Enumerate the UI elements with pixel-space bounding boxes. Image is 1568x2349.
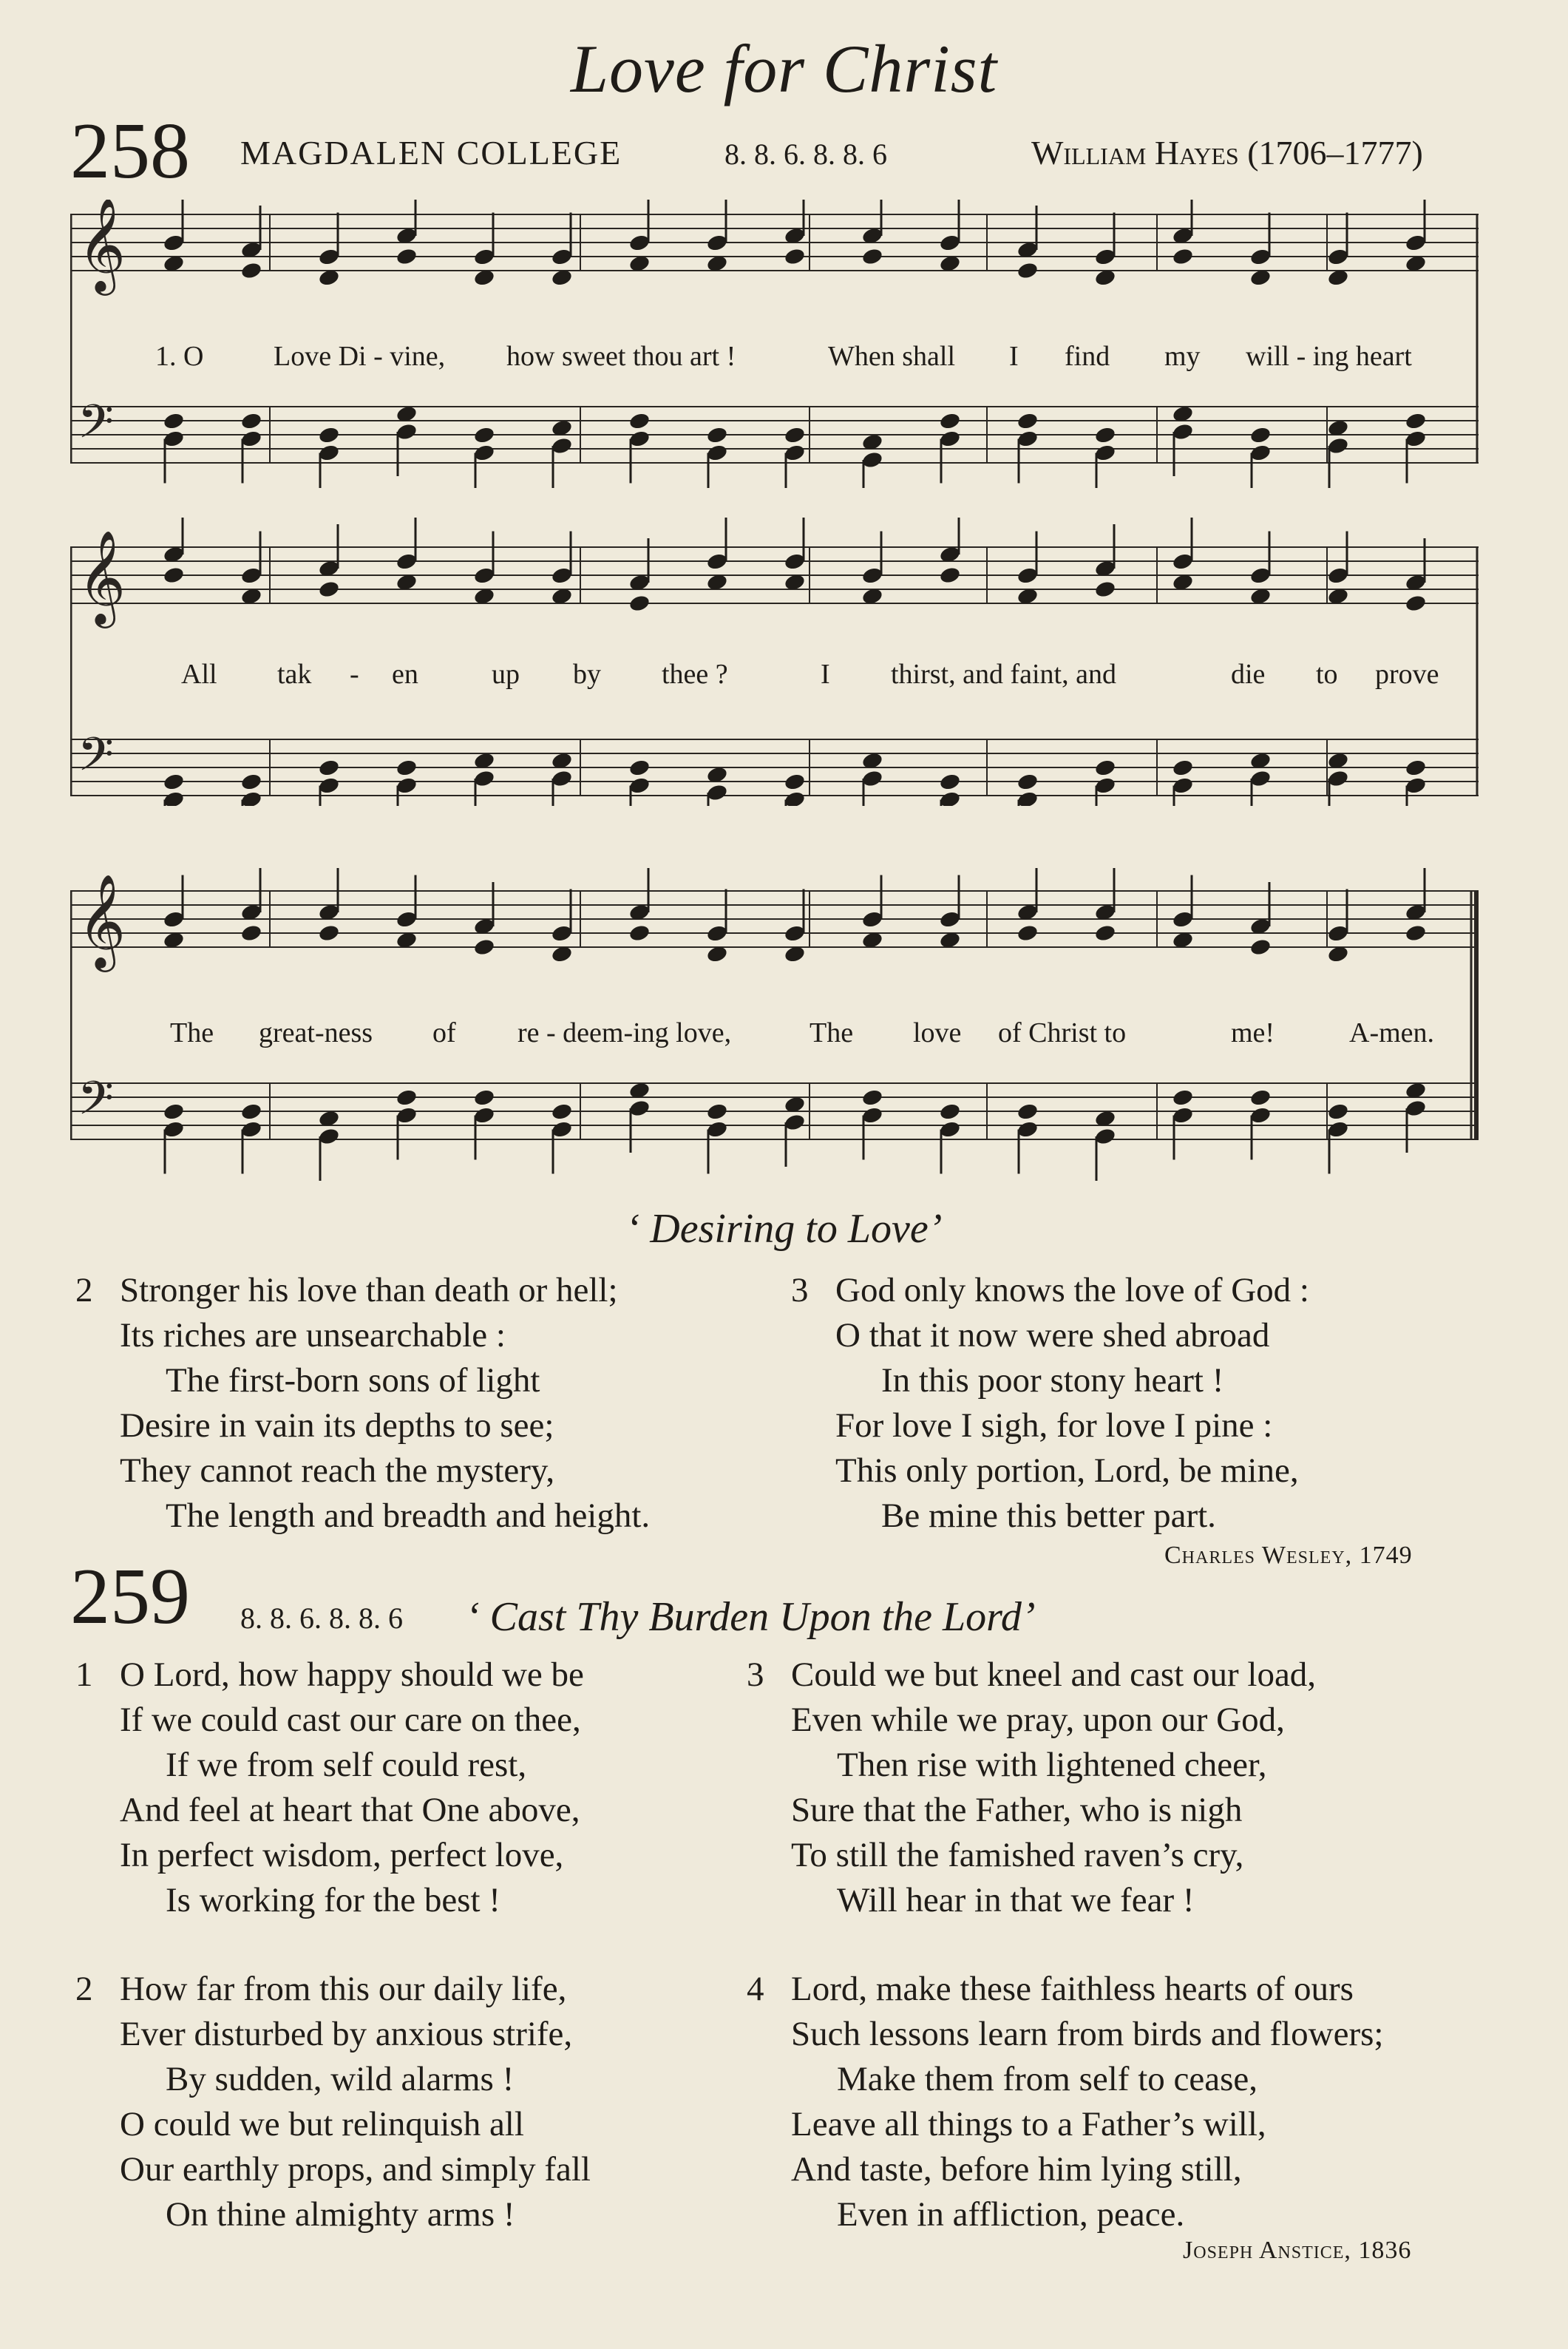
verse-line: In perfect wisdom, perfect love,	[120, 1836, 564, 1874]
music-system-2	[70, 518, 1479, 806]
verse-number: 2	[75, 1970, 93, 2008]
verse-line: Sure that the Father, who is nigh	[791, 1791, 1243, 1829]
lyric-syllable: love	[913, 1017, 962, 1048]
verse-259-4	[747, 1967, 1384, 2237]
lyric-syllable: The	[810, 1017, 854, 1048]
lyric-syllable: re - deem-ing love,	[517, 1017, 732, 1048]
verse-line: Then rise with lightened cheer,	[837, 1746, 1267, 1784]
bass-clef-icon: 𝄢	[78, 394, 114, 460]
hymn-258-header	[70, 107, 1504, 195]
treble-clef-icon: 𝄞	[78, 200, 126, 291]
treble-clef-icon: 𝄞	[78, 529, 126, 624]
verse-line: If we from self could rest,	[166, 1746, 527, 1784]
tune-name: MAGDALEN COLLEGE	[240, 134, 622, 172]
bass-clef-icon: 𝄢	[78, 1071, 114, 1136]
verse-line: Lord, make these faithless hearts of ours	[791, 1970, 1354, 2008]
lyric-syllable: by	[573, 659, 601, 690]
verse-line: Ever disturbed by anxious strife,	[120, 2015, 573, 2053]
verse-line: Even in affliction, peace.	[837, 2195, 1185, 2234]
verse-line: On thine almighty arms !	[166, 2195, 515, 2234]
lyric-syllable: great-ness	[259, 1017, 373, 1048]
verse-line: In this poor stony heart !	[881, 1361, 1224, 1400]
treble-clef-icon: 𝄞	[78, 873, 126, 968]
verse-line: They cannot reach the mystery,	[120, 1451, 555, 1490]
hymn-258-subtitle: ‘ Desiring to Love’	[625, 1206, 943, 1252]
lyric-syllable: of Christ to	[998, 1017, 1127, 1048]
lyric-syllable: A-men.	[1349, 1017, 1435, 1048]
meter: 8. 8. 6. 8. 8. 6	[240, 1601, 403, 1635]
lyric-syllable: -	[350, 659, 359, 690]
verse-number: 3	[791, 1271, 809, 1309]
lyric-syllable: Love Di - vine,	[274, 341, 446, 372]
lyric-syllable: die	[1231, 659, 1266, 690]
verse-line: Is working for the best !	[166, 1881, 500, 1919]
lyric-syllable: me!	[1231, 1017, 1275, 1048]
verse-line: Leave all things to a Father’s will,	[791, 2105, 1266, 2143]
meter: 8. 8. 6. 8. 8. 6	[724, 138, 887, 171]
verse-line: The length and breadth and height.	[166, 1496, 651, 1535]
verse-number: 3	[747, 1655, 764, 1694]
verse-line: This only portion, Lord, be mine,	[835, 1451, 1299, 1490]
verse-number: 2	[75, 1271, 93, 1309]
hymn-number: 259	[70, 1553, 190, 1641]
lyric-syllable: en	[392, 659, 418, 690]
hymn-259-title: ‘ Cast Thy Burden Upon the Lord’	[466, 1594, 1036, 1640]
verse-line: Even while we pray, upon our God,	[791, 1701, 1285, 1739]
lyric-syllable: All	[181, 659, 217, 690]
verse-number: 1	[75, 1655, 93, 1694]
verse-line: And feel at heart that One above,	[120, 1791, 580, 1829]
hymn-258-author: Charles Wesley, 1749	[1164, 1542, 1413, 1569]
verse-line: For love I sigh, for love I pine :	[835, 1406, 1273, 1445]
verse-259-1	[75, 1653, 584, 1923]
verse-line: Desire in vain its depths to see;	[120, 1406, 554, 1445]
lyric-syllable: tak	[277, 659, 312, 690]
verse-line: By sudden, wild alarms !	[166, 2060, 515, 2098]
lyric-syllable: I	[1009, 341, 1019, 372]
verse-line: If we could cast our care on thee,	[120, 1701, 581, 1739]
music-system-1	[70, 200, 1479, 488]
verse-line: O Lord, how happy should we be	[120, 1655, 584, 1694]
lyric-syllable: When shall	[828, 341, 956, 372]
hymn-259-author: Joseph Anstice, 1836	[1183, 2237, 1412, 2264]
lyric-syllable: find	[1065, 341, 1110, 372]
verse-line: And taste, before him lying still,	[791, 2150, 1242, 2189]
lyric-syllable: will - ing heart	[1246, 341, 1412, 372]
verse-259-3	[747, 1653, 1317, 1923]
lyric-syllable: thirst, and faint, and	[891, 659, 1116, 690]
verse-line: To still the famished raven’s cry,	[791, 1836, 1244, 1874]
verse-258-2	[75, 1268, 651, 1539]
verse-line: Make them from self to cease,	[837, 2060, 1258, 2098]
lyric-syllable: The	[170, 1017, 214, 1048]
lyric-line-3	[70, 1017, 1479, 1054]
lyric-syllable: thee ?	[662, 659, 728, 690]
bass-clef-icon: 𝄢	[78, 727, 114, 793]
verse-line: Such lessons learn from birds and flowers;	[791, 2015, 1384, 2053]
verse-line: O that it now were shed abroad	[835, 1316, 1270, 1355]
verse-line: Stronger his love than death or hell;	[120, 1271, 618, 1309]
verse-line: The first-born sons of light	[166, 1361, 540, 1400]
lyric-syllable: 1. O	[155, 341, 204, 372]
lyric-syllable: up	[492, 659, 520, 690]
verse-line: Its riches are unsearchable :	[120, 1316, 506, 1355]
verse-line: Be mine this better part.	[881, 1496, 1216, 1535]
verse-line: Our earthly props, and simply fall	[120, 2150, 591, 2189]
page-title: Love for Christ	[570, 31, 998, 106]
lyric-syllable: how sweet thou art !	[506, 341, 736, 372]
verse-line: Could we but kneel and cast our load,	[791, 1655, 1317, 1694]
lyric-line-1	[70, 340, 1479, 377]
verse-258-3	[791, 1268, 1309, 1539]
verse-line: O could we but relinquish all	[120, 2105, 524, 2143]
lyric-syllable: of	[432, 1017, 456, 1048]
verse-259-2	[75, 1967, 591, 2237]
music-system-3	[70, 865, 1479, 1190]
verse-line: How far from this our daily life,	[120, 1970, 567, 2008]
verse-line: God only knows the love of God :	[835, 1271, 1309, 1309]
lyric-line-2	[70, 658, 1479, 695]
composer: William Hayes (1706–1777)	[1031, 134, 1423, 172]
verse-line: Will hear in that we fear !	[837, 1881, 1195, 1919]
hymn-number: 258	[70, 107, 190, 195]
lyric-syllable: to	[1316, 659, 1338, 690]
verse-number: 4	[747, 1970, 764, 2008]
lyric-syllable: my	[1164, 341, 1201, 372]
lyric-syllable: I	[821, 659, 830, 690]
lyric-syllable: prove	[1375, 659, 1439, 690]
